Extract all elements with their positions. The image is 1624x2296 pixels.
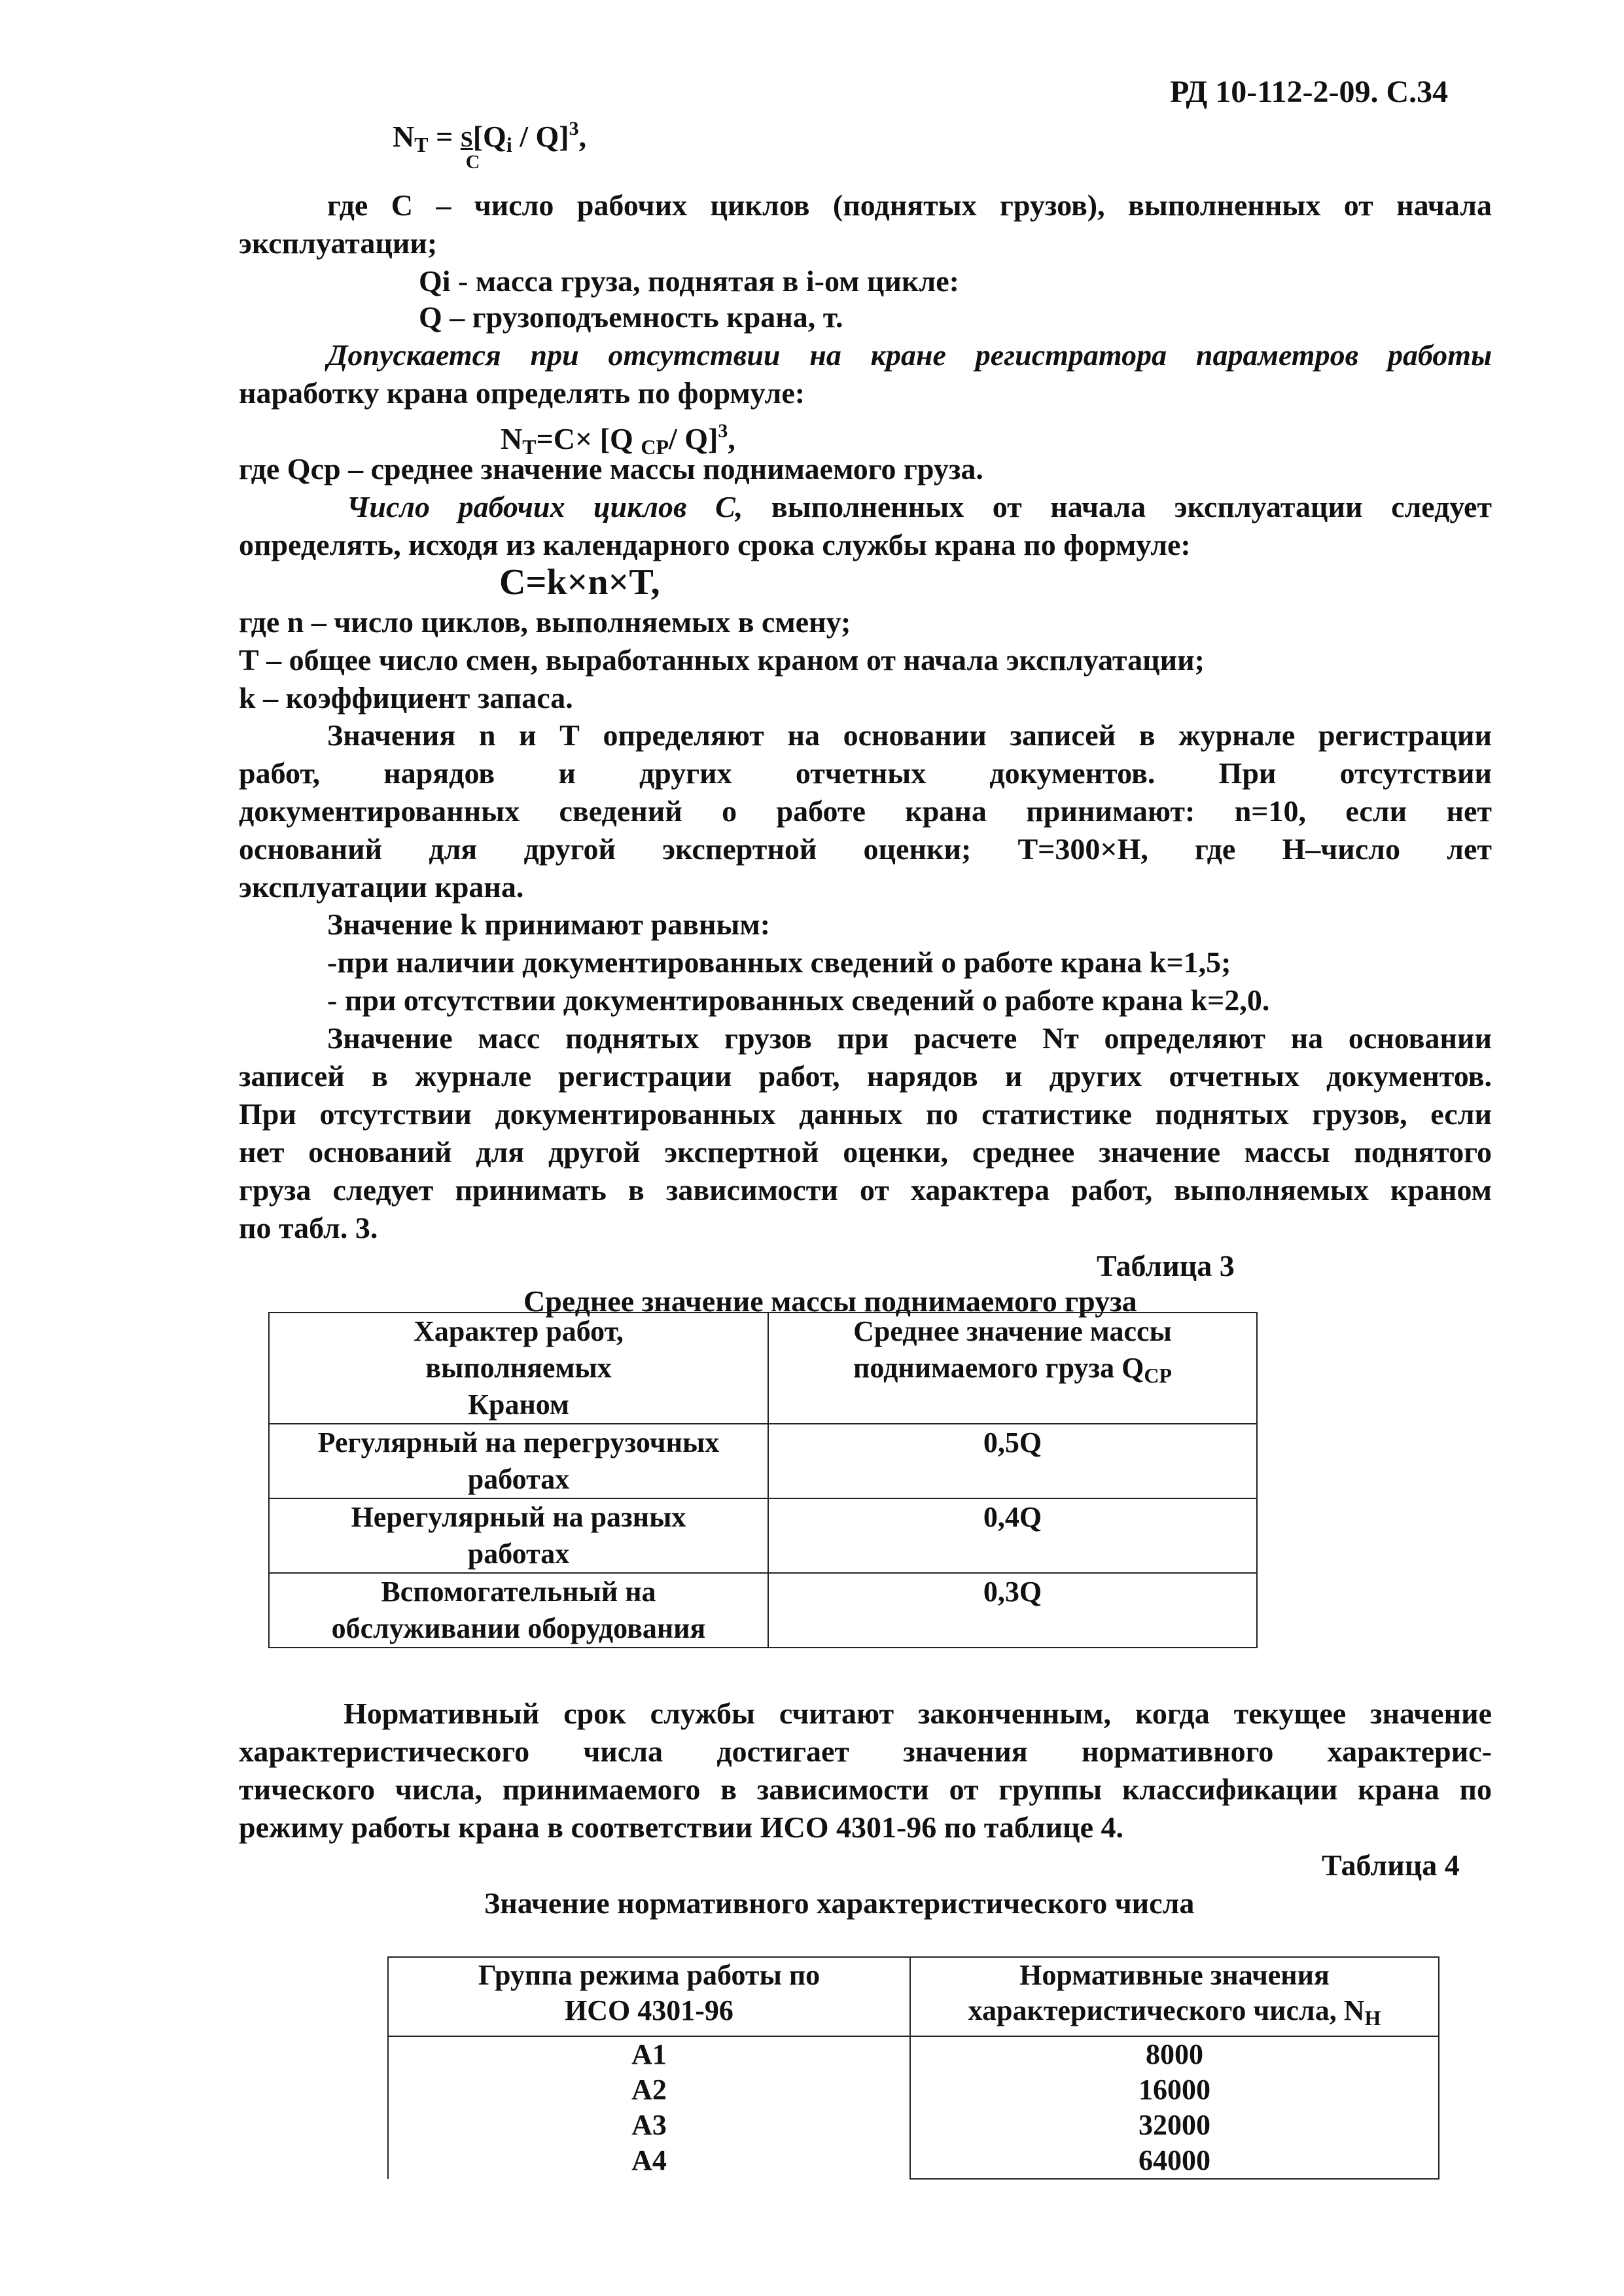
table4-group-a2: А2 [631, 2074, 667, 2106]
table4-header-group-line2: ИСО 4301-96 [565, 1994, 733, 2026]
table3-work-line2: обслуживании оборудования [331, 1612, 706, 1644]
table3-header-value-line2 [774, 1350, 1251, 1394]
var-t: Т – общее число смен, выработанных краном от начала эксплуатации; [239, 643, 1205, 677]
table4-value-a2: 16000 [1139, 2074, 1210, 2106]
paragraph-mass-line6: по табл. 3. [239, 1211, 378, 1245]
formula2-lhs-sub: T [522, 435, 537, 459]
paragraph-nt-line2: работ, нарядов и других отчетных документов. При отсутствии [239, 756, 1492, 790]
table3-work-cell [269, 1498, 768, 1573]
table4-value-cell [910, 2036, 1439, 2179]
table4-header-group [388, 1957, 910, 2036]
cycles-line1 [347, 488, 1492, 526]
paragraph-norm-line2: характеристического числа достигает значения нормативного характерис- [239, 1735, 1492, 1768]
paragraph-norm-line3: тического числа, принимаемого в зависимости от группы классификации крана по [239, 1773, 1492, 1806]
table4-header-value-line2 [916, 1993, 1433, 2036]
table3-work-cell [269, 1424, 768, 1498]
table4-label: Таблица 4 [1322, 1848, 1460, 1882]
table3-value-cell: 0,5Q [768, 1424, 1257, 1498]
paragraph-nt-line5: эксплуатации крана. [239, 870, 524, 904]
paragraph-nt-line1: Значения n и Т определяют на основании записей в журнале регистрации [327, 718, 1492, 752]
table3-work-line1: Регулярный на перегрузочных [317, 1426, 720, 1458]
allowed-italic-line: Допускается при отсутствии на кране регистратора параметров работы [327, 338, 1492, 372]
formula2-lhs: N [501, 422, 523, 455]
table3-header-value-text: поднимаемого груза Q [853, 1352, 1144, 1384]
table-row [269, 1498, 1257, 1573]
formula-lhs-sub: T [414, 133, 429, 156]
table3-header-row [269, 1313, 1257, 1424]
table3-work-line1: Нерегулярный на разных [351, 1501, 686, 1533]
paragraph-norm-line1: Нормативный срок службы считают законченным, когда текущее значение [344, 1697, 1492, 1730]
formula-body: [Q [472, 120, 506, 153]
allowed-line2: наработку крана определять по формуле: [239, 376, 805, 410]
formula2-body-sub: CP [641, 435, 669, 459]
table3-header-work-line1: Характер работ, [414, 1315, 624, 1347]
var-k: k – коэффициент запаса. [239, 681, 573, 715]
table3-work-line1: Вспомогательный на [381, 1576, 656, 1608]
cycles-line1-rest: выполненных от начала эксплуатации следует [743, 490, 1492, 523]
k-values-intro: Значение k принимают равным: [327, 908, 771, 941]
table3-label: Таблица 3 [1097, 1249, 1235, 1282]
formula-nt-sum [393, 110, 587, 173]
paragraph-nt-line3: документированных сведений о работе крана принимают: n=10, если нет [239, 794, 1492, 828]
sum-symbol [460, 121, 480, 173]
table3-work-cell [269, 1573, 768, 1648]
table3 [268, 1312, 1258, 1648]
table4-group-a1: А1 [631, 2038, 667, 2070]
table3-value-cell: 0,4Q [768, 1498, 1257, 1573]
table3-work-line2: работах [467, 1538, 570, 1570]
table4-group-a3: А3 [631, 2109, 667, 2141]
paragraph-nt-line4: оснований для другой экспертной оценки; Т=300×Н, где Н–число лет [239, 832, 1492, 866]
table4-value-a3: 32000 [1139, 2109, 1210, 2141]
table3-header-work-line2: выполняемых [425, 1352, 612, 1384]
formula-equals: = [428, 120, 461, 153]
cycles-line2: определять, исходя из календарного срока службы крана по формуле: [239, 528, 1191, 561]
k-values-without-docs: - при отсутствии документированных сведений о работе крана k=2,0. [327, 983, 1270, 1017]
paragraph-mass-line3: При отсутствии документированных данных по статистике поднятых грузов, если [239, 1097, 1492, 1131]
formula2-power: 3 [718, 420, 728, 442]
formula2-tail: , [728, 422, 735, 455]
qcp-definition: где Qср – среднее значение массы поднимаемого груза. [239, 452, 983, 486]
table4-group-cell [388, 2036, 910, 2179]
table4-header-value [910, 1957, 1439, 2036]
paragraph-mass-line1: Значение масс поднятых грузов при расчете Nт определяют на основании [327, 1021, 1492, 1055]
table3-header-work [269, 1313, 768, 1424]
table3-header-value-sub: СР [1144, 1364, 1172, 1387]
table4-group-a4: А4 [631, 2144, 667, 2176]
table4-header-value-line1: Нормативные значения [1019, 1959, 1330, 1991]
formula-lhs: N [393, 120, 415, 153]
table4-header-value-sub: Н [1364, 2006, 1381, 2030]
formula2-body: =C× [Q [536, 422, 641, 455]
table4 [387, 1956, 1439, 2180]
table4-header-value-text: характеристического числа, N [968, 1994, 1365, 2026]
paragraph-norm-line4: режиму работы крана в соответствии ИСО 4301-96 по таблице 4. [239, 1810, 1124, 1844]
table3-value-cell: 0,3Q [768, 1573, 1257, 1648]
table3-header-value-line1: Среднее значение массы [853, 1315, 1172, 1347]
table4-header-row [388, 1957, 1439, 2036]
definition-qi: Qi - масса груза, поднятая в i-ом цикле: [419, 264, 959, 298]
table4-value-a4: 64000 [1139, 2144, 1210, 2176]
k-values-with-docs: -при наличии документированных сведений о работе крана k=1,5; [327, 945, 1231, 979]
table3-header-work-line3: Краном [468, 1388, 569, 1421]
table3-header-value [768, 1313, 1257, 1424]
formula-tail: , [578, 120, 587, 153]
paragraph-mass-line4: нет оснований для другой экспертной оценки, среднее значение массы поднятого [239, 1135, 1492, 1169]
formula-body-rest: / Q] [512, 120, 569, 153]
definition-q: Q – грузоподъемность крана, т. [419, 300, 843, 334]
formula2-body-rest: / Q] [668, 422, 718, 455]
definition-c-line2: эксплуатации; [239, 226, 438, 260]
paragraph-mass-line5: груза следует принимать в зависимости от характера работ, выполняемых краном [239, 1173, 1492, 1207]
sum-bottom: C [465, 151, 480, 173]
table3-work-line2: работах [467, 1463, 570, 1495]
table4-value-a1: 8000 [1146, 2038, 1203, 2070]
document-code: РД 10-112-2-09. С.34 [1170, 75, 1449, 109]
definition-c-line1: где С – число рабочих циклов (поднятых грузов), выполненных от начала [327, 188, 1492, 222]
table4-header-group-line1: Группа режима работы по [478, 1959, 821, 1991]
formula-power: 3 [569, 118, 579, 139]
formula-c: C=k×n×T, [499, 562, 660, 603]
formula-body-sub: i [506, 133, 512, 156]
table-row [388, 2036, 1439, 2179]
table-row [269, 1424, 1257, 1498]
table4-caption: Значение нормативного характеристического числа [484, 1886, 1195, 1920]
var-n: где n – число циклов, выполняемых в смену; [239, 605, 851, 639]
paragraph-mass-line2: записей в журнале регистрации работ, нарядов и других отчетных документов. [239, 1059, 1492, 1093]
table-row [269, 1573, 1257, 1648]
table3-caption: Среднее значение массы поднимаемого груза [523, 1284, 1137, 1318]
cycles-italic: Число рабочих циклов С, [347, 490, 743, 523]
sum-top: S [460, 128, 473, 152]
